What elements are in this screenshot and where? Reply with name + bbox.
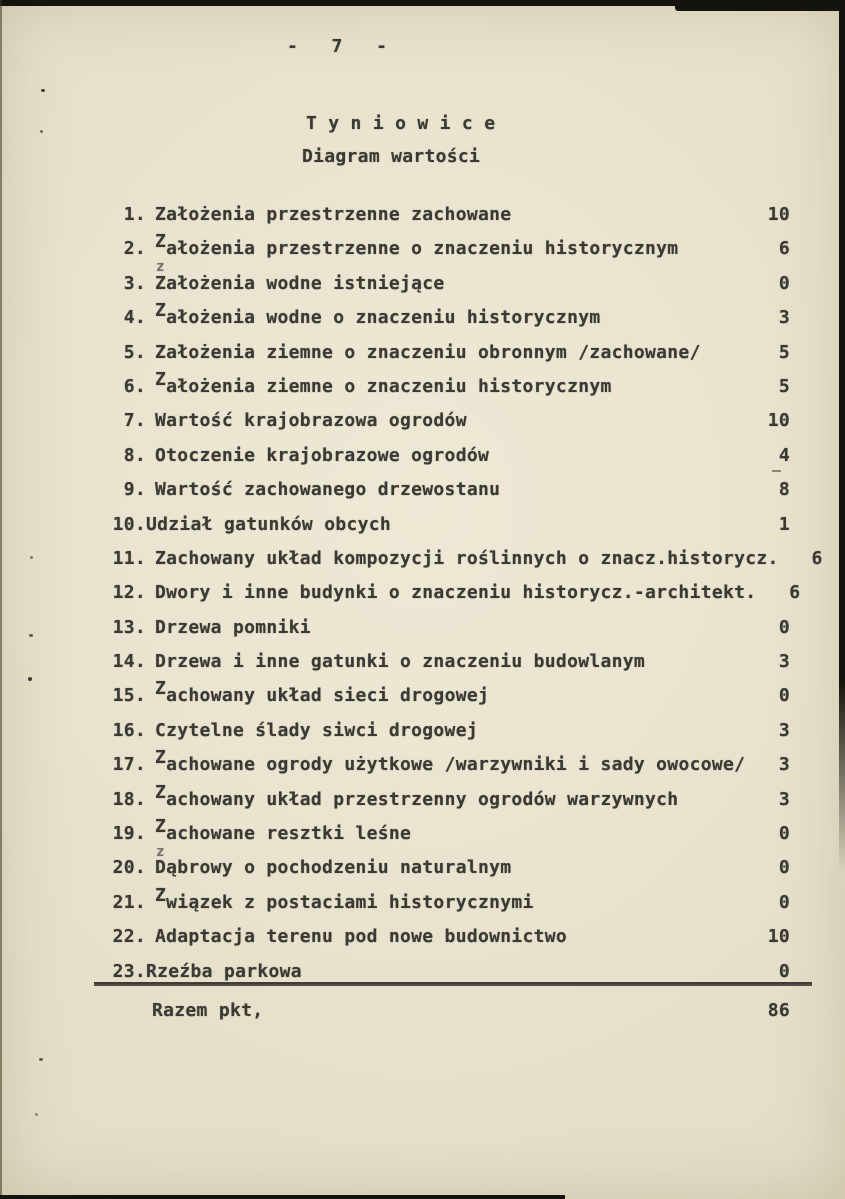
- item-points: 3: [778, 788, 790, 810]
- table-row: [100, 370, 790, 404]
- scan-speck: [41, 89, 45, 92]
- item-label: [155, 272, 746, 295]
- item-points: 8: [778, 479, 790, 501]
- item-label: [155, 650, 746, 673]
- item-points: 0: [778, 891, 790, 913]
- item-number: 22.: [112, 926, 146, 948]
- item-points: 6: [778, 238, 790, 260]
- table-row: [100, 679, 790, 713]
- item-text: Drzewa pomniki: [155, 616, 311, 638]
- item-text: achowany układ przestrzenny ogrodów warzywnych: [166, 788, 679, 810]
- total-points: 86: [767, 999, 790, 1021]
- value-list: [100, 198, 823, 989]
- table-row: [100, 473, 790, 507]
- item-points: 10: [767, 926, 790, 948]
- table-row: [100, 645, 790, 679]
- item-text: Czytelne ślady siwci drogowej: [155, 719, 478, 741]
- item-number: 21.: [112, 891, 146, 913]
- item-text: ałożenia przestrzenne o znaczeniu historycznym: [166, 238, 679, 260]
- item-number: 2.: [123, 238, 146, 260]
- item-label: [155, 444, 746, 467]
- item-label: [155, 747, 746, 776]
- item-number: 11.: [112, 547, 146, 569]
- value-diagram: [0, 198, 845, 1022]
- item-text: achowane ogrody użytkowe /warzywniki i sady owocowe/: [166, 754, 746, 776]
- item-text: Wartość zachowanego drzewostanu: [155, 479, 501, 501]
- item-label: [155, 925, 746, 948]
- item-label: [155, 368, 746, 398]
- item-text: Zachowany układ kompozycji roślinnych o znacz.historycz.: [155, 547, 779, 569]
- item-points: 0: [778, 685, 790, 707]
- table-row: [100, 748, 790, 782]
- item-label: [155, 856, 746, 879]
- item-text: Wartość krajobrazowa ogrodów: [155, 410, 467, 432]
- item-number: 23.: [112, 960, 146, 982]
- item-label: [155, 203, 746, 226]
- item-label: [155, 719, 746, 742]
- table-row: [100, 576, 801, 610]
- item-points: 6: [811, 547, 823, 569]
- table-row: [100, 851, 790, 885]
- dropped-letter: z: [156, 844, 165, 861]
- item-number: 1.: [123, 204, 146, 225]
- item-text: Założenia wodne istniejące: [155, 272, 445, 294]
- scan-speck: [40, 130, 43, 133]
- table-row: [100, 267, 790, 301]
- item-text: ałożenia wodne o znaczeniu historycznym: [166, 307, 601, 329]
- item-number: 3.: [123, 272, 146, 294]
- scan-edge-top-right: [675, 0, 845, 11]
- table-row: [100, 508, 790, 542]
- item-text: ałożenia ziemne o znaczeniu historycznym: [166, 375, 612, 397]
- item-points: 10: [767, 204, 790, 225]
- item-number: 13.: [112, 616, 146, 638]
- table-row: [100, 198, 790, 232]
- page-title: T y n i o w i c e: [306, 113, 496, 134]
- item-number: 16.: [112, 719, 146, 741]
- item-text: Otoczenie krajobrazowe ogrodów: [155, 444, 490, 466]
- item-label: [155, 300, 746, 329]
- item-number: 7.: [123, 410, 146, 432]
- table-row: [100, 920, 790, 954]
- item-text: Dwory i inne budynki o znaczeniu historycz.-architekt.: [155, 582, 757, 604]
- raised-letter: Z: [155, 678, 167, 700]
- total-row: [100, 999, 790, 1022]
- item-text: Drzewa i inne gatunki o znaczeniu budowlanym: [155, 651, 646, 673]
- item-number: 19.: [112, 823, 146, 845]
- item-label: [155, 581, 756, 604]
- item-points: 0: [778, 960, 790, 982]
- scan-speck: [39, 1058, 43, 1061]
- item-points: 0: [778, 857, 790, 879]
- item-number: 9.: [123, 479, 146, 501]
- item-number: 10.: [112, 513, 146, 535]
- item-label: [155, 884, 746, 914]
- page-subtitle: Diagram wartości: [302, 146, 481, 167]
- item-number: 8.: [123, 444, 146, 466]
- table-row: [100, 301, 790, 335]
- item-text: Udział gatunków obcych: [146, 513, 392, 535]
- item-text: Adaptacja terenu pod nowe budownictwo: [155, 926, 568, 948]
- dropped-letter: z: [156, 259, 165, 276]
- raised-letter: Z: [155, 300, 167, 322]
- item-points: 3: [778, 307, 790, 329]
- item-label: [155, 341, 746, 364]
- item-points: 3: [778, 719, 790, 741]
- total-label: Razem pkt,: [152, 999, 264, 1021]
- item-text: Dąbrowy o pochodzeniu naturalnym: [155, 857, 512, 879]
- raised-letter: Z: [155, 368, 167, 390]
- item-label: [155, 816, 746, 861]
- table-row: [100, 542, 823, 576]
- raised-letter: Z: [155, 781, 167, 803]
- item-label: [155, 478, 746, 501]
- item-text: Założenia przestrzenne zachowane: [155, 204, 512, 225]
- raised-letter: Z: [155, 747, 167, 769]
- raised-letter: Z: [155, 231, 167, 253]
- item-points: 5: [778, 375, 790, 397]
- item-points: 0: [778, 823, 790, 845]
- raised-letter: Z: [155, 816, 167, 838]
- item-points: 3: [778, 754, 790, 776]
- item-number: 15.: [112, 685, 146, 707]
- item-number: 5.: [123, 341, 146, 363]
- scan-speck: [35, 1113, 38, 1116]
- item-number: 4.: [123, 307, 146, 329]
- table-row: [100, 404, 790, 438]
- item-label: [155, 409, 746, 432]
- item-number: 20.: [112, 857, 146, 879]
- table-row: [100, 816, 790, 861]
- item-text: achowany układ sieci drogowej: [166, 685, 490, 707]
- item-label: [155, 781, 746, 811]
- item-points: 5: [778, 341, 790, 363]
- table-row: [100, 231, 790, 276]
- table-row: [100, 336, 790, 370]
- item-label: [155, 678, 746, 707]
- raised-letter: Z: [155, 884, 167, 906]
- item-points: 0: [778, 616, 790, 638]
- item-label: [155, 547, 779, 570]
- item-number: 6.: [123, 375, 146, 397]
- item-points: 6: [789, 582, 801, 604]
- item-number: 12.: [112, 582, 146, 604]
- item-number: 17.: [112, 754, 146, 776]
- page-number: - 7 -: [287, 36, 388, 57]
- item-label: [155, 231, 746, 276]
- table-row: [100, 611, 790, 645]
- table-row: [100, 783, 790, 817]
- table-row: [100, 886, 790, 920]
- item-points: 1: [778, 513, 790, 535]
- item-points: 3: [778, 651, 790, 673]
- item-label: [155, 616, 746, 639]
- item-text: Rzeźba parkowa: [146, 960, 302, 982]
- item-number: 18.: [112, 788, 146, 810]
- item-points: 4: [778, 444, 790, 466]
- item-points: 10: [767, 410, 790, 432]
- item-text: achowane resztki leśne: [166, 823, 412, 845]
- table-row: [100, 714, 790, 748]
- item-points: 0: [778, 272, 790, 294]
- scan-edge-bottom: [0, 1195, 565, 1199]
- item-text: Założenia ziemne o znaczeniu obronnym /zachowane/: [155, 341, 701, 363]
- item-label: [146, 960, 746, 983]
- item-label: [146, 513, 746, 536]
- item-text: wiązek z postaciami historycznymi: [166, 891, 534, 913]
- table-row: [100, 439, 790, 473]
- item-number: 14.: [112, 651, 146, 673]
